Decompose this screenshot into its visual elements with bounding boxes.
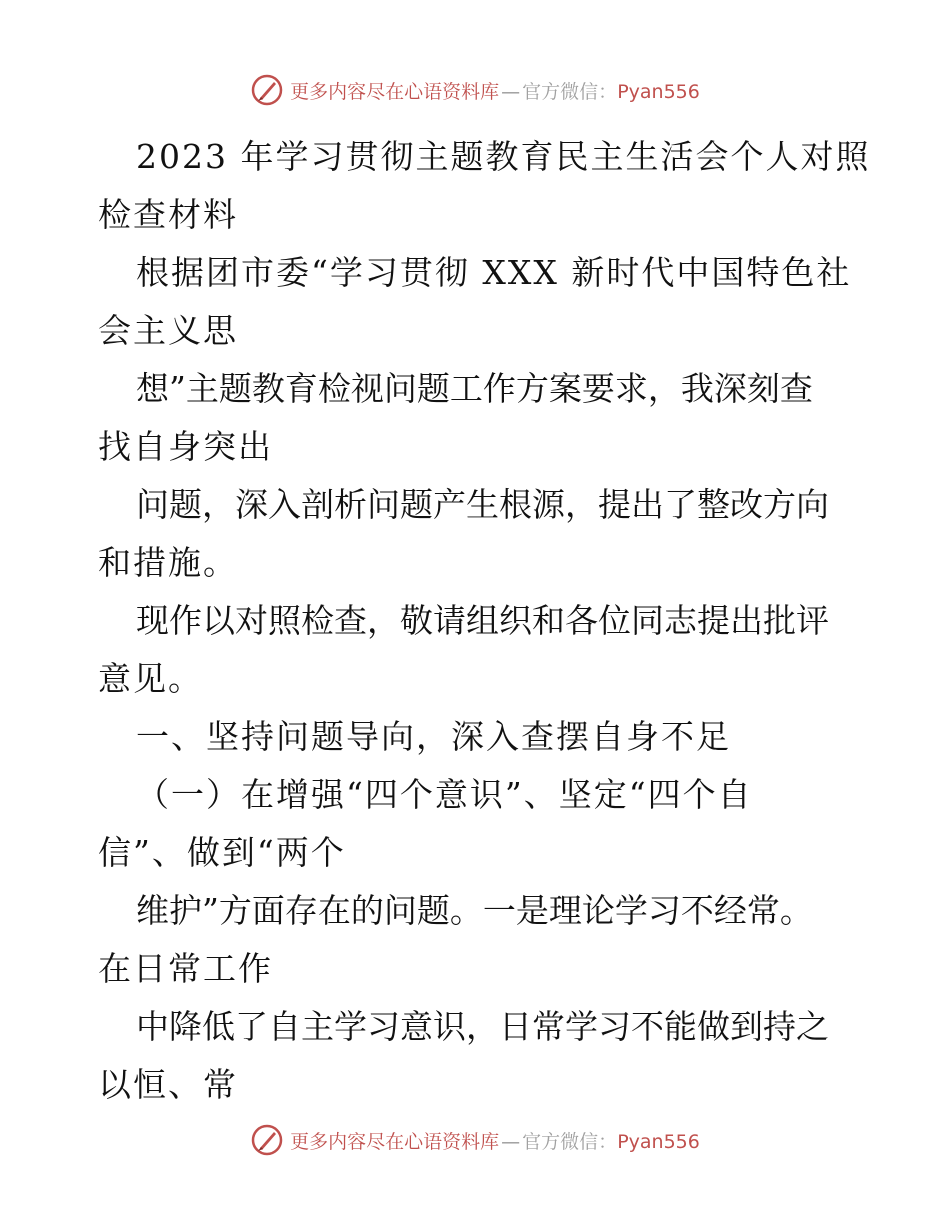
paragraph-line: 维护”方面存在的问题。一是理论学习不经常。 xyxy=(136,891,813,930)
subsection-heading-line-1: （一）在增强“四个意识”、坚定“四个自 xyxy=(136,775,753,814)
paragraph-line: 根据团市委“学习贯彻 XXX 新时代中国特色社 xyxy=(136,253,852,292)
paragraph-line: 问题，深入剖析问题产生根源，提出了整改方向 xyxy=(136,485,829,524)
watermark-site-text: 更多内容尽在心语资料库 xyxy=(290,80,500,103)
paragraph-line: 意见。 xyxy=(98,659,203,698)
header-watermark-banner xyxy=(0,70,950,110)
watermark-official-text: 官方微信： xyxy=(522,80,618,103)
paragraph-line: 现作以对照检查，敬请组织和各位同志提出批评 xyxy=(136,601,829,640)
document-title-line-1: 2023 年学习贯彻主题教育民主生活会个人对照 xyxy=(136,137,871,176)
paragraph-line: 和措施。 xyxy=(98,543,238,582)
watermark-dash: — xyxy=(501,80,521,103)
paragraph-line: 找自身突出 xyxy=(98,427,273,466)
subsection-heading-line-2: 信”、做到“两个 xyxy=(98,833,346,872)
paragraph-line: 中降低了自主学习意识，日常学习不能做到持之 xyxy=(136,1007,829,1046)
watermark-site-text: 更多内容尽在心语资料库 xyxy=(290,1130,500,1153)
watermark-wechat-id: Pyan556 xyxy=(617,1130,700,1153)
watermark-official-text: 官方微信： xyxy=(522,1130,618,1153)
document-body xyxy=(98,128,871,1114)
watermark-wechat-id: Pyan556 xyxy=(617,80,700,103)
paragraph-line: 会主义思 xyxy=(98,311,238,350)
quill-pen-logo-icon xyxy=(250,73,284,107)
section-heading: 一、坚持问题导向，深入查摆自身不足 xyxy=(136,717,731,756)
paragraph-line: 以恒、常 xyxy=(98,1065,238,1104)
quill-pen-logo-icon xyxy=(250,1123,284,1157)
paragraph-line: 想”主题教育检视问题工作方案要求，我深刻查 xyxy=(136,369,813,408)
watermark-dash: — xyxy=(501,1130,521,1153)
watermark-text xyxy=(290,1127,700,1154)
paragraph-line: 在日常工作 xyxy=(98,949,273,988)
watermark-text xyxy=(290,77,700,104)
document-title-line-2: 检查材料 xyxy=(98,195,238,234)
footer-watermark-banner xyxy=(0,1120,950,1160)
